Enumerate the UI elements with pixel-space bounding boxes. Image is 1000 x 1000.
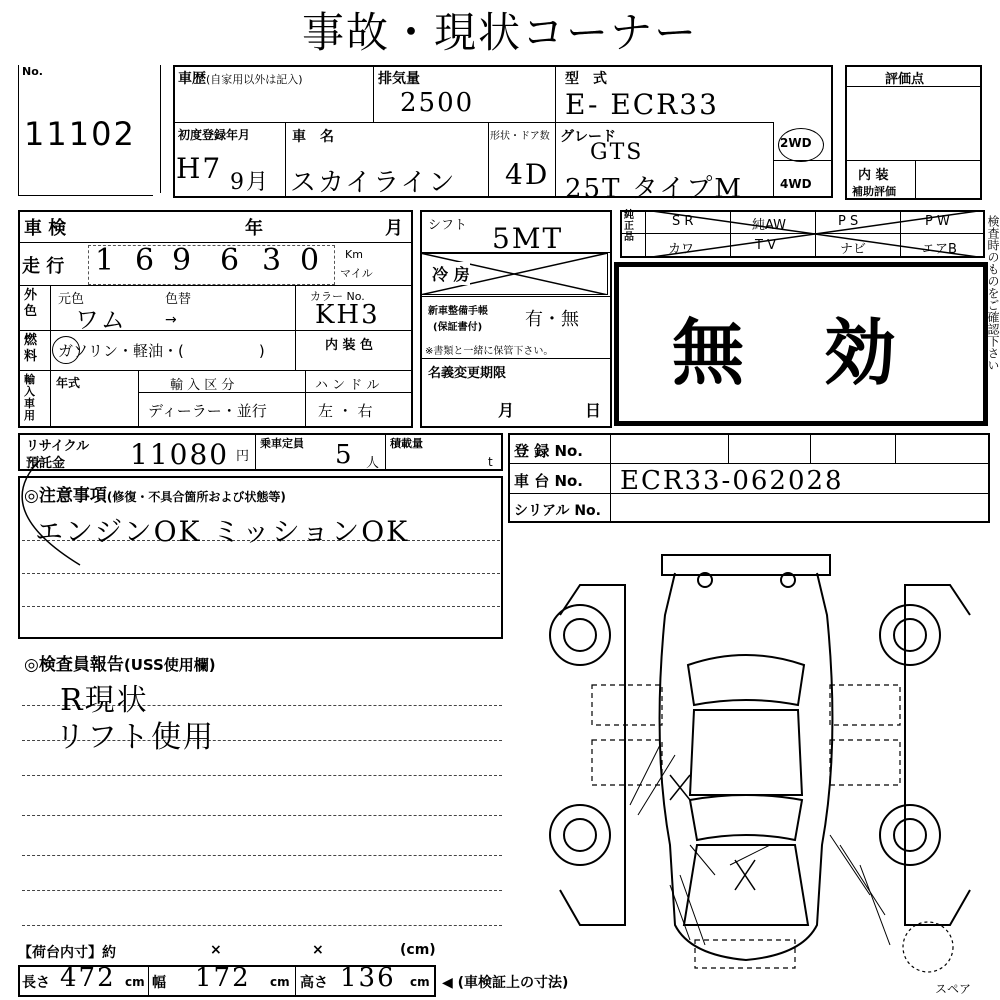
equipment-side-label: 純正品 [624, 210, 634, 243]
mileage-digit-6: 0 [300, 243, 322, 278]
chassis-value: ECR33-062028 [620, 466, 844, 496]
divider [810, 433, 811, 463]
divider [895, 433, 896, 463]
inspection-month-label: 月 [385, 218, 403, 239]
lot-number: 11102 [24, 115, 136, 153]
side-note: 検査時のものをご確認下さい [986, 215, 1000, 371]
displacement-label: 排気量 [378, 71, 420, 87]
color-arrow: → [165, 312, 177, 328]
recycle-label-2: 預託金 [26, 456, 66, 471]
dimensions-note: ◀ (車検証上の寸法) [442, 975, 569, 991]
equipment-airbag: エアB [922, 242, 957, 257]
shape-label: 形状・ドア数 [490, 131, 550, 142]
drive-4wd: 4WD [780, 177, 812, 191]
color-code-value: KH3 [315, 300, 380, 330]
mileage-digit-2: 6 [135, 243, 157, 278]
divider [305, 370, 306, 428]
equipment-aw: 純AW [752, 218, 787, 233]
serial-label: シリアル No. [514, 503, 601, 519]
history-label: 車歴(自家用以外は記入) [178, 71, 303, 87]
original-color-label: 元色 [58, 292, 85, 307]
capacity-unit: 人 [366, 456, 380, 471]
interior-score-label: 内 装 [858, 168, 889, 183]
divider [285, 122, 286, 198]
mileage-digit-box [88, 245, 335, 285]
model-value: E- ECR33 [565, 88, 719, 121]
divider [915, 160, 916, 200]
displacement-value: 2500 [400, 88, 475, 118]
report-line [22, 925, 502, 926]
chassis-label: 車 台 No. [514, 472, 584, 490]
report-line [22, 855, 502, 856]
invalid-stamp-text: 無効 [672, 311, 977, 395]
notes-handwritten: エンジンOK ミッションOK [35, 515, 410, 548]
mileage-digit-3: 9 [172, 243, 194, 278]
recycle-unit: 円 [236, 449, 250, 464]
equipment-leather: カワ [668, 242, 695, 257]
page-title: 事故・現状コーナー [301, 8, 698, 57]
shift-value: 5MT [492, 222, 564, 255]
spare-label: スペア [935, 982, 972, 996]
name-change-day: 日 [585, 401, 602, 420]
divider [50, 285, 51, 428]
divider [18, 370, 413, 371]
length-unit: cm [125, 975, 145, 989]
lot-border-left [18, 65, 19, 195]
capacity-value: 5 [335, 440, 354, 470]
cargo-times-1: × [210, 942, 222, 958]
height-unit: cm [410, 975, 430, 989]
car-name-value: スカイライン [290, 168, 457, 198]
exterior-color-label: 外色 [24, 288, 38, 319]
shape-value: 4D [505, 158, 550, 191]
equipment-ps: P S [838, 214, 859, 229]
import-year-label: 年式 [56, 376, 81, 390]
width-unit: cm [270, 975, 290, 989]
divider [373, 65, 374, 122]
inspector-handwritten-2: リフト使用 [55, 720, 215, 755]
notes-line [22, 573, 500, 574]
import-class-label: 輸 入 区 分 [170, 378, 235, 393]
mileage-digit-5: 3 [262, 243, 284, 278]
maintenance-label-1: 新車整備手帳 [428, 306, 488, 317]
equipment-sr: S R [672, 214, 694, 229]
inspector-label: ◎検査員報告(USS使用欄) [24, 655, 216, 675]
handle-value: 左 ・ 右 [318, 402, 373, 420]
registration-label: 登 録 No. [514, 442, 584, 460]
original-color-value: ワム [75, 306, 127, 334]
fuel-value: ガソリン・軽油・( ) [58, 342, 265, 360]
height-value: 136 [340, 963, 396, 993]
score-label: 評価点 [885, 72, 925, 87]
grade-value-1: GTS [590, 140, 644, 165]
name-change-month: 月 [498, 401, 515, 420]
divider [138, 370, 139, 428]
divider [845, 160, 982, 161]
length-value: 472 [60, 963, 116, 993]
divider [488, 122, 489, 198]
mileage-unit-km: Km [345, 248, 363, 261]
drive-2wd: 2WD [780, 136, 812, 150]
notes-line [22, 606, 500, 607]
divider [555, 65, 556, 198]
divider [728, 433, 729, 463]
shift-label: シフト [428, 218, 468, 233]
divider [420, 296, 612, 297]
width-value: 172 [195, 963, 251, 993]
fuel-gasoline-circle [52, 336, 80, 364]
handle-label: ハ ン ド ル [315, 378, 380, 393]
capacity-label: 乗車定員 [260, 437, 304, 450]
cargo-unit: (cm) [400, 942, 436, 958]
equipment-tv: T V [755, 238, 776, 253]
inspection-label: 車 検 [24, 218, 67, 239]
aircon-label: 冷 房 [432, 262, 470, 285]
divider [295, 285, 296, 370]
inspection-year-label: 年 [245, 218, 263, 239]
import-class-value: ディーラー・並行 [148, 402, 267, 420]
divider [385, 433, 386, 471]
recycle-value: 11080 [130, 438, 230, 471]
name-change-label: 名義変更期限 [428, 366, 507, 381]
grade-value-2: 25T タイプM [565, 174, 744, 204]
interior-color-label: 内 装 色 [325, 338, 374, 353]
length-label: 長さ [22, 975, 50, 991]
lot-no-label: No. [22, 65, 43, 78]
lot-border-right [160, 65, 161, 193]
load-unit: t [488, 455, 493, 469]
height-label: 高さ [300, 975, 328, 991]
mileage-unit-mile: マイル [340, 267, 373, 280]
car-damage-diagram [540, 545, 990, 975]
recycle-label-1: リサイクル [26, 439, 90, 454]
notes-label: ◎注意事項(修復・不具合箇所および状態等) [24, 486, 286, 506]
divider [255, 433, 256, 471]
repaint-color-label: 色替 [165, 292, 192, 307]
car-name-label: 車 名 [292, 129, 334, 145]
width-label: 幅 [152, 975, 166, 991]
header-row-divider [173, 122, 773, 123]
divider [18, 285, 413, 286]
grade-label: グレード [560, 129, 616, 145]
divider [610, 433, 611, 523]
fuel-label: 燃料 [24, 333, 38, 364]
divider [295, 965, 296, 997]
maintenance-value: 有・無 [525, 309, 579, 330]
notes-bracket-mark [0, 455, 90, 570]
report-line [22, 815, 502, 816]
equipment-navi: ナビ [840, 242, 867, 257]
divider [508, 463, 990, 464]
cargo-label: 【荷台内寸】約 [18, 945, 116, 961]
first-reg-year: H7 [176, 152, 223, 185]
cargo-times-2: × [312, 942, 324, 958]
equipment-pw: P W [925, 214, 950, 229]
mileage-digit-4: 6 [220, 243, 242, 278]
model-label: 型 式 [565, 71, 607, 87]
first-reg-label: 初度登録年月 [178, 128, 251, 142]
mileage-digit-1: 1 [95, 243, 117, 278]
lot-border-bottom [18, 195, 153, 196]
divider [18, 242, 413, 243]
color-code-label: カラー No. [310, 290, 365, 303]
load-label: 積載量 [390, 437, 423, 450]
inspector-handwritten-1: R現状 [60, 683, 149, 718]
divider [148, 965, 149, 997]
divider [420, 358, 612, 359]
maintenance-label-2: (保証書付) [433, 322, 483, 333]
drive-circle-mark [778, 128, 824, 162]
import-label: 輸入車用 [24, 373, 35, 422]
maintenance-note: ※書類と一緒に保管下さい。 [425, 346, 554, 357]
report-line [22, 775, 502, 776]
first-reg-month: 9月 [230, 170, 270, 195]
mileage-label: 走 行 [22, 256, 65, 277]
aux-score-label: 補助評価 [852, 185, 896, 198]
report-line [22, 890, 502, 891]
